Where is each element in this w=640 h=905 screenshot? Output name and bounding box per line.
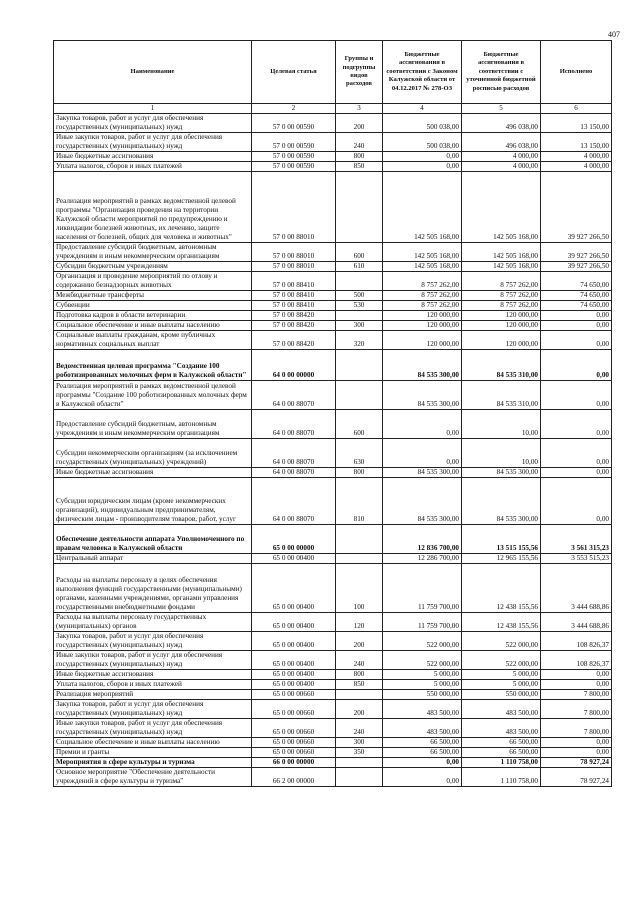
row-plan-amount: 10,00 [462,439,541,468]
row-expense-group [336,758,383,768]
row-plan-amount: 10,00 [462,410,541,439]
row-name: Закупка товаров, работ и услуг для обеспечения государственных (муниципальных) нужд [54,114,252,133]
row-name: Иные закупки товаров, работ и услуг для обеспечения государственных (муниципальных) нужд [54,651,252,670]
row-executed-amount: 74 650,00 [541,272,612,291]
table-row [54,243,612,262]
row-name: Расходы на выплаты персоналу в целях обеспечения выполнения функций государственными (муниципальными) органами, казенными учреждениями, органами управления государственными внебюджетными фондами [54,564,252,613]
row-expense-group: 300 [336,738,383,748]
row-plan-amount: 142 505 168,00 [462,262,541,272]
table-row [54,350,612,381]
row-expense-group [336,172,383,243]
row-plan-amount: 4 000,00 [462,162,541,172]
row-name: Закупка товаров, работ и услуг для обеспечения государственных (муниципальных) нужд [54,700,252,719]
row-law-amount: 120 000,00 [383,321,462,331]
row-expense-group [336,690,383,700]
row-plan-amount: 12 965 155,56 [462,554,541,564]
column-number: 3 [336,104,383,114]
row-expense-group: 850 [336,680,383,690]
row-expense-group: 610 [336,262,383,272]
table-row [54,162,612,172]
row-law-amount: 8 757 262,00 [383,291,462,301]
row-law-amount: 0,00 [383,410,462,439]
row-law-amount: 522 000,00 [383,632,462,651]
row-target-article: 65 0 00 00660 [252,748,336,758]
row-name: Основное мероприятие "Обеспечение деятельности учреждений в сфере культуры и туризма" [54,768,252,787]
row-plan-amount: 1 110 758,00 [462,758,541,768]
row-expense-group: 810 [336,478,383,525]
header-executed: Исполнено [541,41,612,104]
row-executed-amount: 0,00 [541,680,612,690]
header-law-allocations: Бюджетные ассигнования в соответствии с Законом Калужской области от 04.12.2017 № 278-ОЗ [383,41,462,104]
column-number: 5 [462,104,541,114]
row-name: Реализация мероприятий в рамках ведомственной целевой программы "Организация проведения на территории Калужской области мероприятий по предупреждению и ликвидации болезней животных, их лечению, защите населения от болезней, общих для человека и животных" [54,172,252,243]
table-row [54,468,612,478]
row-executed-amount: 78 927,24 [541,768,612,787]
row-plan-amount: 66 500,00 [462,738,541,748]
table-row [54,651,612,670]
row-executed-amount: 0,00 [541,738,612,748]
row-law-amount: 483 500,00 [383,719,462,738]
row-name: Организация и проведение мероприятий по отлову и содержанию безнадзорных животных [54,272,252,291]
row-target-article: 65 0 00 00400 [252,564,336,613]
column-number: 4 [383,104,462,114]
row-expense-group: 320 [336,331,383,350]
row-plan-amount: 84 535 300,00 [462,478,541,525]
row-target-article: 57 0 00 88010 [252,172,336,243]
row-expense-group: 240 [336,651,383,670]
row-law-amount: 0,00 [383,439,462,468]
table-row [54,291,612,301]
row-name: Иные закупки товаров, работ и услуг для обеспечения государственных (муниципальных) нужд [54,719,252,738]
row-expense-group [336,350,383,381]
table-row [54,758,612,768]
row-expense-group: 530 [336,301,383,311]
row-name: Ведомственная целевая программа "Создание 100 роботизированных молочных ферм в Калужской области" [54,350,252,381]
row-name: Закупка товаров, работ и услуг для обеспечения государственных (муниципальных) нужд [54,632,252,651]
row-executed-amount: 3 444 688,86 [541,613,612,632]
row-name: Иные бюджетные ассигнования [54,152,252,162]
row-target-article: 65 0 00 00400 [252,680,336,690]
row-executed-amount: 78 927,24 [541,758,612,768]
table-row [54,478,612,525]
table-body [54,114,612,787]
row-target-article: 57 0 00 88420 [252,331,336,350]
row-expense-group: 800 [336,670,383,680]
row-executed-amount: 13 150,00 [541,114,612,133]
row-executed-amount: 0,00 [541,331,612,350]
row-law-amount: 66 500,00 [383,738,462,748]
row-target-article: 64 0 00 88070 [252,439,336,468]
row-expense-group: 240 [336,719,383,738]
table-row [54,321,612,331]
row-executed-amount: 0,00 [541,468,612,478]
row-law-amount: 12 286 700,00 [383,554,462,564]
row-expense-group [336,525,383,554]
row-plan-amount: 12 438 155,56 [462,564,541,613]
row-plan-amount: 142 505 168,00 [462,243,541,262]
row-target-article: 57 0 00 88410 [252,301,336,311]
header-expense-group: Группы и подгруппы видов расходов [336,41,383,104]
row-law-amount: 500 038,00 [383,133,462,152]
row-executed-amount: 3 553 515,23 [541,554,612,564]
column-number: 1 [54,104,252,114]
table-row [54,670,612,680]
row-law-amount: 0,00 [383,162,462,172]
row-executed-amount: 7 800,00 [541,690,612,700]
row-name: Реализация мероприятий [54,690,252,700]
row-name: Обеспечение деятельности аппарата Уполномоченного по правам человека в Калужской области [54,525,252,554]
table-row [54,768,612,787]
table-row [54,381,612,410]
row-law-amount: 84 535 300,00 [383,468,462,478]
row-executed-amount: 74 650,00 [541,291,612,301]
row-executed-amount: 3 561 315,23 [541,525,612,554]
table-row [54,700,612,719]
row-expense-group: 200 [336,700,383,719]
row-executed-amount: 4 000,00 [541,152,612,162]
row-expense-group [336,272,383,291]
table-row [54,114,612,133]
row-executed-amount: 7 800,00 [541,700,612,719]
row-expense-group [336,311,383,321]
row-name: Социальное обеспечение и иные выплаты населению [54,738,252,748]
row-name: Реализация мероприятий в рамках ведомственной целевой программы "Создание 100 роботизированных молочных ферм в Калужской области" [54,381,252,410]
row-plan-amount: 8 757 262,00 [462,301,541,311]
row-law-amount: 84 535 300,00 [383,381,462,410]
row-plan-amount: 496 038,00 [462,114,541,133]
row-name: Иные бюджетные ассигнования [54,670,252,680]
row-plan-amount: 483 500,00 [462,719,541,738]
row-target-article: 57 0 00 88410 [252,291,336,301]
row-executed-amount: 7 800,00 [541,719,612,738]
row-executed-amount: 0,00 [541,439,612,468]
row-name: Социальное обеспечение и иные выплаты населению [54,321,252,331]
row-name: Иные бюджетные ассигнования [54,468,252,478]
row-expense-group: 800 [336,152,383,162]
row-target-article: 65 0 00 00400 [252,632,336,651]
row-executed-amount: 0,00 [541,381,612,410]
row-plan-amount: 496 038,00 [462,133,541,152]
row-law-amount: 483 500,00 [383,700,462,719]
row-name: Премии и гранты [54,748,252,758]
row-executed-amount: 108 826,37 [541,632,612,651]
row-expense-group: 120 [336,613,383,632]
row-executed-amount: 0,00 [541,350,612,381]
row-target-article: 57 0 00 00590 [252,162,336,172]
header-target-article: Целевая статья [252,41,336,104]
row-target-article: 64 0 00 88070 [252,478,336,525]
table-row [54,680,612,690]
table-row [54,410,612,439]
row-name: Субвенции [54,301,252,311]
table-row [54,152,612,162]
row-target-article: 65 0 00 00660 [252,690,336,700]
table-row [54,632,612,651]
row-target-article: 57 0 00 88010 [252,262,336,272]
column-number: 2 [252,104,336,114]
row-target-article: 65 0 00 00660 [252,700,336,719]
row-expense-group: 240 [336,133,383,152]
row-expense-group: 500 [336,291,383,301]
row-target-article: 57 0 00 88420 [252,321,336,331]
row-executed-amount: 108 826,37 [541,651,612,670]
row-plan-amount: 5 000,00 [462,670,541,680]
row-law-amount: 8 757 262,00 [383,272,462,291]
row-name: Предоставление субсидий бюджетным, автономным учреждениям и иным некоммерческим организациям [54,243,252,262]
row-plan-amount: 142 505 168,00 [462,172,541,243]
table-row [54,439,612,468]
row-target-article: 64 0 00 00000 [252,350,336,381]
row-law-amount: 84 535 300,00 [383,350,462,381]
page-number: 407 [608,30,620,39]
row-plan-amount: 483 500,00 [462,700,541,719]
table-row [54,554,612,564]
row-law-amount: 142 505 168,00 [383,172,462,243]
row-target-article: 57 0 00 88010 [252,243,336,262]
row-law-amount: 84 535 300,00 [383,478,462,525]
row-expense-group: 300 [336,321,383,331]
row-law-amount: 550 000,00 [383,690,462,700]
row-target-article: 65 0 00 00400 [252,651,336,670]
row-plan-amount: 5 000,00 [462,680,541,690]
row-executed-amount: 3 444 688,86 [541,564,612,613]
row-plan-amount: 120 000,00 [462,321,541,331]
row-executed-amount: 0,00 [541,410,612,439]
row-law-amount: 142 505 168,00 [383,262,462,272]
row-plan-amount: 8 757 262,00 [462,272,541,291]
table-row [54,719,612,738]
table-row [54,525,612,554]
row-target-article: 66 2 00 00000 [252,768,336,787]
row-plan-amount: 66 500,00 [462,748,541,758]
row-law-amount: 120 000,00 [383,331,462,350]
table-row [54,690,612,700]
row-target-article: 65 0 00 00400 [252,670,336,680]
table-row [54,133,612,152]
header-row [54,41,612,104]
row-executed-amount: 0,00 [541,321,612,331]
row-plan-amount: 84 535 300,00 [462,468,541,478]
row-target-article: 57 0 00 00590 [252,133,336,152]
row-expense-group: 100 [336,564,383,613]
table-row [54,311,612,321]
table-row [54,748,612,758]
row-law-amount: 500 038,00 [383,114,462,133]
row-target-article: 65 0 00 00660 [252,719,336,738]
row-law-amount: 142 505 168,00 [383,243,462,262]
row-target-article: 65 0 00 00400 [252,554,336,564]
row-law-amount: 66 500,00 [383,748,462,758]
budget-table [53,40,612,787]
row-expense-group: 200 [336,114,383,133]
row-target-article: 65 0 00 00660 [252,738,336,748]
row-target-article: 66 0 00 00000 [252,758,336,768]
row-executed-amount: 13 150,00 [541,133,612,152]
column-number-row [54,104,612,114]
row-executed-amount: 0,00 [541,311,612,321]
row-law-amount: 0,00 [383,152,462,162]
row-law-amount: 120 000,00 [383,311,462,321]
row-law-amount: 0,00 [383,768,462,787]
row-executed-amount: 0,00 [541,748,612,758]
row-name: Предоставление субсидий бюджетным, автономным учреждениям и иным некоммерческим организациям [54,410,252,439]
row-executed-amount: 39 927 266,50 [541,172,612,243]
row-target-article: 65 0 00 00400 [252,613,336,632]
row-name: Расходы на выплаты персоналу государственных (муниципальных) органов [54,613,252,632]
table-row [54,738,612,748]
row-plan-amount: 12 438 155,56 [462,613,541,632]
row-executed-amount: 4 000,00 [541,162,612,172]
row-expense-group: 600 [336,243,383,262]
row-name: Межбюджетные трансферты [54,291,252,301]
row-plan-amount: 8 757 262,00 [462,291,541,301]
table-row [54,331,612,350]
row-expense-group: 350 [336,748,383,758]
row-expense-group: 200 [336,632,383,651]
row-law-amount: 5 000,00 [383,670,462,680]
row-law-amount: 12 836 700,00 [383,525,462,554]
row-target-article: 64 0 00 88070 [252,410,336,439]
row-name: Субсидии юридическим лицам (кроме некоммерческих организаций), индивидуальным предпринимателям, физическим лицам - производителям товаров, работ, услуг [54,478,252,525]
row-target-article: 64 0 00 88070 [252,468,336,478]
row-plan-amount: 84 535 310,00 [462,381,541,410]
row-name: Уплата налогов, сборов и иных платежей [54,162,252,172]
row-target-article: 65 0 00 00000 [252,525,336,554]
row-plan-amount: 4 000,00 [462,152,541,162]
header-name: Наименование [54,41,252,104]
row-name: Подготовка кадров в области ветеринарии [54,311,252,321]
row-law-amount: 11 759 700,00 [383,564,462,613]
row-plan-amount: 13 515 155,56 [462,525,541,554]
row-name: Субсидии бюджетным учреждениям [54,262,252,272]
row-target-article: 57 0 00 88410 [252,272,336,291]
row-name: Мероприятия в сфере культуры и туризма [54,758,252,768]
row-executed-amount: 0,00 [541,670,612,680]
row-plan-amount: 84 535 310,00 [462,350,541,381]
row-expense-group [336,381,383,410]
row-law-amount: 0,00 [383,758,462,768]
table-row [54,262,612,272]
row-expense-group: 630 [336,439,383,468]
row-name: Иные закупки товаров, работ и услуг для обеспечения государственных (муниципальных) нужд [54,133,252,152]
row-plan-amount: 1 110 758,00 [462,768,541,787]
row-name: Субсидии некоммерческим организациям (за исключением государственных (муниципальных) учреждений) [54,439,252,468]
row-name: Социальные выплаты гражданам, кроме публичных нормативных социальных выплат [54,331,252,350]
row-executed-amount: 0,00 [541,478,612,525]
table-row [54,301,612,311]
row-expense-group: 850 [336,162,383,172]
row-target-article: 64 0 00 88070 [252,381,336,410]
row-target-article: 57 0 00 88420 [252,311,336,321]
table-row [54,613,612,632]
row-law-amount: 8 757 262,00 [383,301,462,311]
row-plan-amount: 550 000,00 [462,690,541,700]
row-target-article: 57 0 00 00590 [252,152,336,162]
table-row [54,272,612,291]
row-plan-amount: 522 000,00 [462,651,541,670]
row-executed-amount: 39 927 266,50 [541,243,612,262]
row-name: Уплата налогов, сборов и иных платежей [54,680,252,690]
row-law-amount: 5 000,00 [383,680,462,690]
row-expense-group: 800 [336,468,383,478]
row-executed-amount: 39 927 266,50 [541,262,612,272]
row-target-article: 57 0 00 00590 [252,114,336,133]
header-plan-allocations: Бюджетные ассигнования в соответствии с уточненной бюджетной росписью расходов [462,41,541,104]
row-law-amount: 522 000,00 [383,651,462,670]
column-number: 6 [541,104,612,114]
row-plan-amount: 120 000,00 [462,311,541,321]
table-row [54,172,612,243]
table-row [54,564,612,613]
row-expense-group [336,768,383,787]
row-expense-group: 600 [336,410,383,439]
row-expense-group [336,554,383,564]
row-name: Центральный аппарат [54,554,252,564]
row-executed-amount: 74 650,00 [541,301,612,311]
row-plan-amount: 120 000,00 [462,331,541,350]
row-plan-amount: 522 000,00 [462,632,541,651]
row-law-amount: 11 759 700,00 [383,613,462,632]
